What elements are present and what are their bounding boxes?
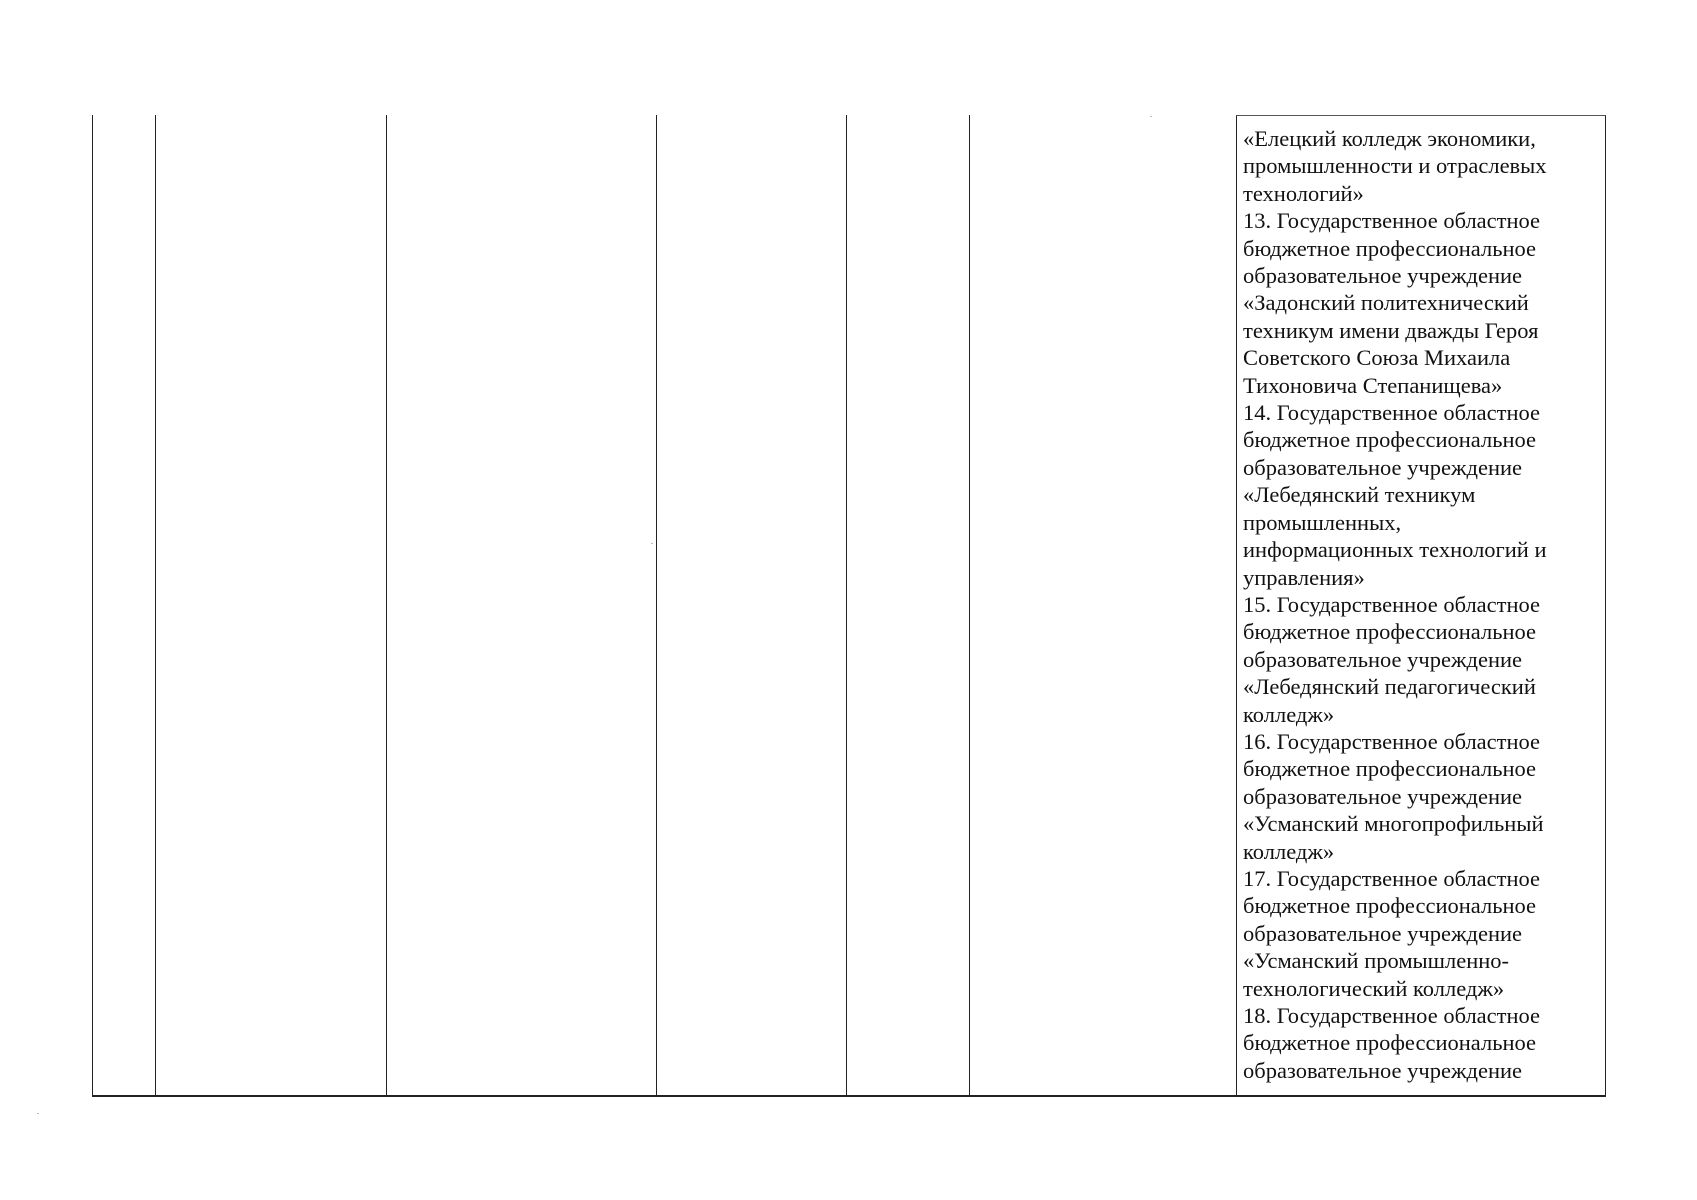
text-line: образовательное учреждение: [1243, 783, 1523, 809]
text-line: колледж»: [1243, 838, 1335, 864]
text-line: «Лебедянский техникум: [1243, 482, 1476, 508]
column-divider-1: [155, 115, 156, 1097]
text-line: информационных технологий и: [1243, 537, 1547, 563]
text-line: «Усманский многопрофильный: [1243, 811, 1544, 837]
text-line: технологический колледж»: [1243, 975, 1505, 1001]
text-line: 16. Государственное областное: [1243, 728, 1541, 754]
column-divider-4: [846, 115, 847, 1097]
text-line: управления»: [1243, 564, 1365, 590]
text-line: Советского Союза Михаила: [1243, 345, 1511, 371]
text-line: образовательное учреждение: [1243, 263, 1523, 289]
text-line: 18. Государственное областное: [1243, 1003, 1541, 1028]
text-line: бюджетное профессиональное: [1243, 893, 1537, 919]
text-line: «Елецкий колледж экономики,: [1243, 126, 1536, 151]
column-divider-2: [386, 115, 387, 1097]
text-line: образовательное учреждение: [1243, 454, 1523, 480]
text-line: образовательное учреждение: [1243, 1057, 1523, 1083]
text-line: бюджетное профессиональное: [1243, 427, 1537, 453]
text-line: образовательное учреждение: [1243, 920, 1523, 946]
text-line: 15. Государственное областное: [1243, 591, 1541, 617]
column-divider-5: [969, 115, 970, 1097]
text-line: техникум имени дважды Героя: [1243, 317, 1539, 343]
scan-speck: [37, 1113, 39, 1114]
text-line: «Лебедянский педагогический: [1243, 674, 1536, 700]
text-line: 13. Государственное областное: [1243, 208, 1541, 234]
column-divider-3: [656, 115, 657, 1097]
text-line: бюджетное профессиональное: [1243, 756, 1537, 782]
text-line: 14. Государственное областное: [1243, 400, 1541, 426]
text-line: Тихоновича Степанищева»: [1243, 372, 1503, 398]
text-line: технологий»: [1243, 180, 1364, 206]
scan-speck: [651, 543, 653, 544]
institutions-list: [1243, 125, 1599, 1084]
text-line: «Усманский промышленно-: [1243, 948, 1510, 974]
text-line: бюджетное профессиональное: [1243, 619, 1537, 645]
text-line: колледж»: [1243, 701, 1335, 727]
text-line: бюджетное профессиональное: [1243, 1030, 1537, 1056]
text-line: промышленных,: [1243, 509, 1402, 535]
text-line: «Задонский политехнический: [1243, 290, 1529, 316]
text-line: 17. Государственное областное: [1243, 865, 1541, 891]
text-line: бюджетное профессиональное: [1243, 235, 1537, 261]
text-line: образовательное учреждение: [1243, 646, 1523, 672]
scan-speck: [1150, 116, 1152, 117]
text-line: промышленности и отраслевых: [1243, 153, 1547, 179]
